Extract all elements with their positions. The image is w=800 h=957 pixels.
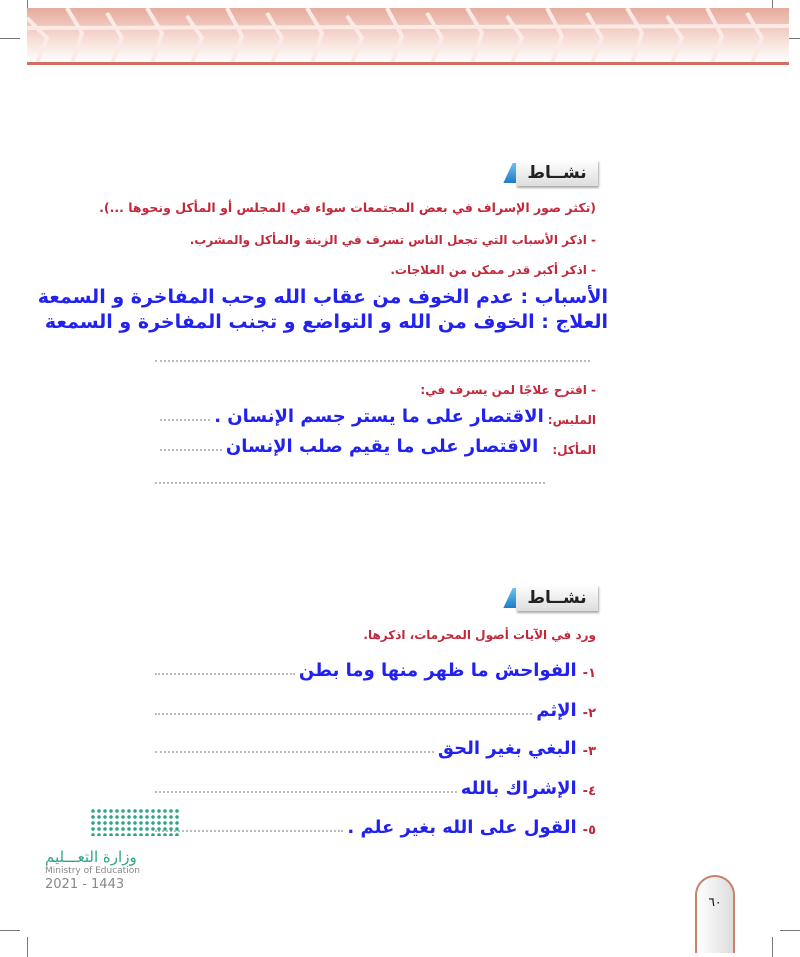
- edition-year: 2021 - 1443: [45, 877, 125, 892]
- answer-line[interactable]: [155, 360, 590, 362]
- activity-tab: [478, 160, 598, 186]
- item-answer[interactable]: الإثم: [536, 700, 577, 721]
- answer-row-clothing[interactable]: [160, 406, 596, 427]
- question-causes: - اذكر الأسباب التي تجعل الناس تسرف في الزينة والمأكل والمشرب.: [189, 233, 596, 247]
- item-number: ٤-: [582, 784, 596, 799]
- question-suggest: - اقترح علاجًا لمن يسرف في:: [420, 383, 596, 397]
- question-treatments: - اذكر أكبر قدر ممكن من العلاجات.: [390, 263, 596, 277]
- answer-line: [160, 449, 222, 451]
- item-answer[interactable]: البغي بغير الحق: [437, 738, 577, 759]
- item-answer[interactable]: الإشراك بالله: [460, 778, 577, 799]
- answer-line[interactable]: [155, 482, 545, 484]
- answer-treatment[interactable]: العلاج : الخوف من الله و التواضع و تجنب المفاخرة و السمعة: [44, 311, 608, 333]
- header-ornament-band: [27, 8, 789, 63]
- crop-mark: [27, 937, 28, 957]
- item-number: ٢-: [582, 706, 596, 721]
- page-number: ٦٠: [708, 895, 722, 909]
- list-item[interactable]: [155, 817, 596, 838]
- crop-mark: [780, 930, 800, 931]
- answer-causes[interactable]: الأسباب : عدم الخوف من عقاب الله وحب المفاخرة و السمعة: [37, 286, 608, 308]
- answer-line: [155, 791, 457, 793]
- item-number: ٣-: [582, 744, 596, 759]
- answer-row-food[interactable]: [160, 436, 596, 457]
- activity-prompt: ورد في الآيات أصول المحرمات، اذكرها.: [363, 628, 596, 642]
- answer-clothing[interactable]: الاقتصار على ما يستر جسم الإنسان .: [214, 406, 544, 427]
- item-number: ١-: [582, 666, 596, 681]
- ornament-pattern: [27, 8, 789, 63]
- label-clothing: الملبس:: [547, 413, 596, 427]
- ministry-name-english: Ministry of Education: [45, 866, 140, 876]
- list-item[interactable]: [155, 778, 596, 799]
- activity-title: نشــاط: [516, 160, 598, 186]
- item-number: ٥-: [582, 823, 596, 838]
- answer-line: [155, 713, 532, 715]
- ministry-name-arabic: وزارة التعـــليم: [45, 848, 137, 866]
- answer-line: [155, 751, 434, 753]
- item-answer[interactable]: الفواحش ما ظهر منها وما بطن: [298, 660, 577, 681]
- crop-mark: [0, 38, 20, 39]
- answer-food[interactable]: الاقتصار على ما يقيم صلب الإنسان: [225, 436, 539, 457]
- activity-tab: [478, 585, 598, 611]
- ministry-logo-icon: [90, 808, 180, 836]
- list-item[interactable]: [155, 700, 596, 721]
- page-number-tab: [695, 875, 735, 953]
- answer-line: [160, 419, 210, 421]
- answer-line: [155, 673, 295, 675]
- crop-mark: [772, 937, 773, 957]
- answer-line: [155, 830, 343, 832]
- activity-title: نشــاط: [516, 585, 598, 611]
- label-food: المأكل:: [552, 443, 596, 457]
- item-answer[interactable]: القول على الله بغير علم .: [347, 817, 577, 838]
- crop-mark: [0, 930, 20, 931]
- activity-intro: (تكثر صور الإسراف في بعض المجتمعات سواء في المجلس أو المأكل ونحوها ...).: [99, 200, 596, 215]
- list-item[interactable]: [155, 738, 596, 759]
- list-item[interactable]: [155, 660, 596, 681]
- header-rule: [27, 62, 789, 65]
